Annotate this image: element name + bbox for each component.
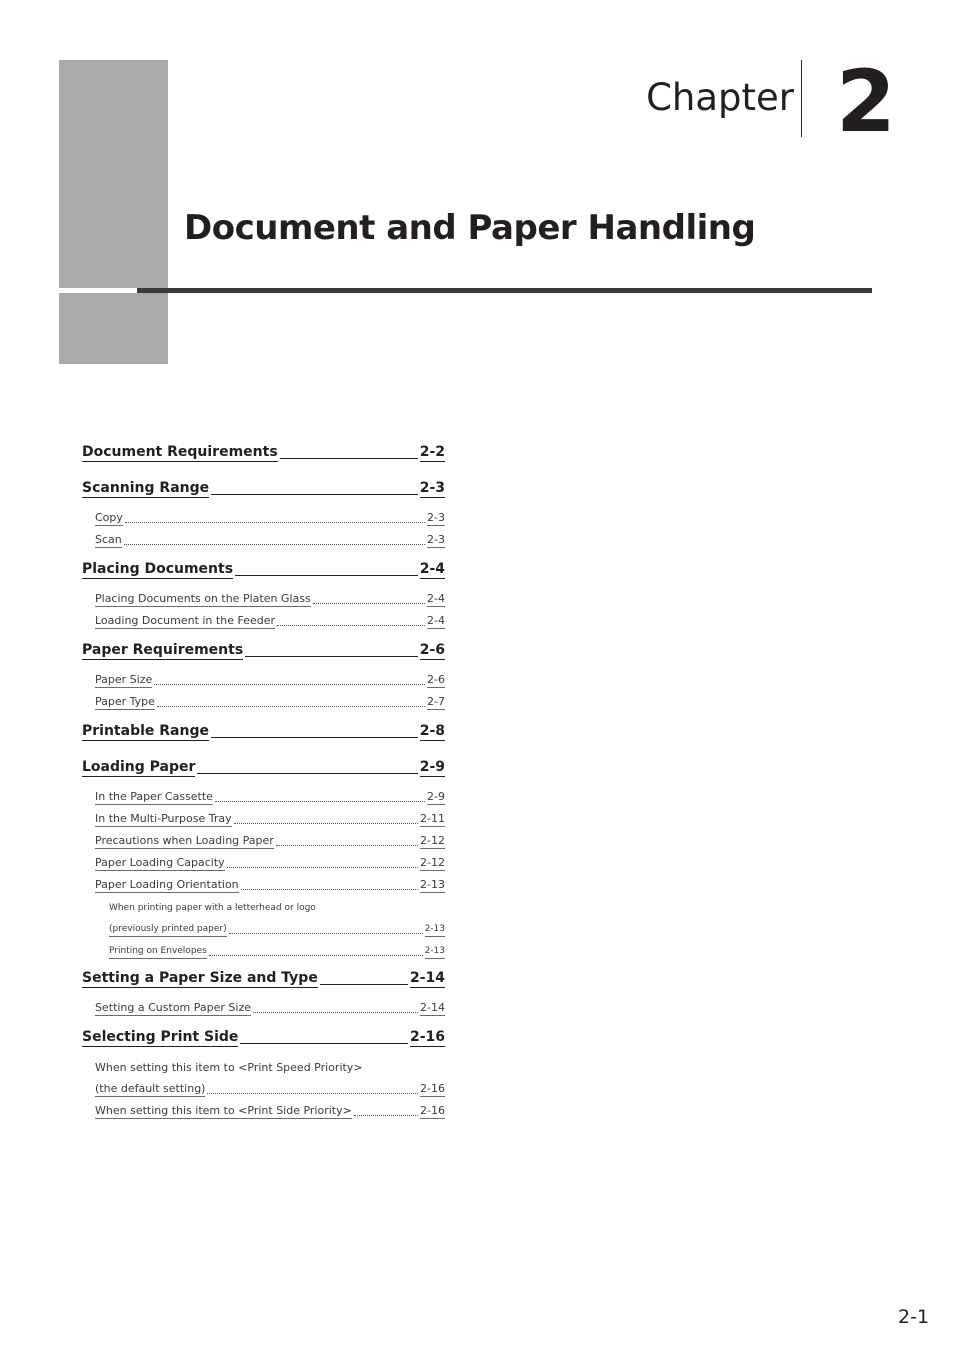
toc-subentry-multi-purpose-tray[interactable]: [82, 805, 445, 827]
toc-subentry-paper-cassette[interactable]: [82, 783, 445, 805]
toc-entry-label: Paper Requirements: [82, 642, 244, 658]
toc-leader: [320, 984, 408, 985]
toc-subentry-precautions[interactable]: [82, 827, 445, 849]
toc-leader: [215, 801, 425, 802]
chapter-divider: [801, 60, 802, 137]
page-number: 2-1: [898, 1306, 930, 1328]
toc-leader: [276, 845, 418, 846]
toc-subentry-label: Paper Loading Orientation: [95, 878, 239, 891]
toc-entry-page: 2-6: [419, 642, 445, 658]
toc-subsubentry-letterhead[interactable]: [82, 915, 445, 937]
toc-subentry-label: When setting this item to <Print Speed Priority>: [95, 1061, 363, 1074]
toc-leader: [354, 1115, 418, 1116]
toc-entry-selecting-print-side[interactable]: [82, 1025, 445, 1047]
toc-subentry-label: Loading Document in the Feeder: [95, 614, 275, 627]
toc-leader: [241, 889, 418, 890]
toc-subentry-page: 2-4: [427, 614, 445, 627]
table-of-contents: [82, 440, 445, 1119]
toc-subsubentry-label: When printing paper with a letterhead or logo: [109, 903, 316, 913]
toc-subentry-page: 2-12: [420, 856, 445, 869]
toc-leader: [277, 625, 425, 626]
toc-leader: [234, 823, 418, 824]
toc-subentry-side-priority[interactable]: [82, 1097, 445, 1119]
toc-entry-page: 2-14: [409, 970, 445, 986]
toc-entry-label: Setting a Paper Size and Type: [82, 970, 318, 986]
toc-entry-label: Document Requirements: [82, 444, 278, 460]
toc-subentry-label: (the default setting): [95, 1082, 206, 1095]
toc-leader: [209, 955, 423, 956]
toc-entry-label: Loading Paper: [82, 759, 196, 775]
toc-subentry-page: 2-3: [427, 511, 445, 524]
toc-entry-page: 2-4: [419, 561, 445, 577]
toc-subentry-page: 2-7: [427, 695, 445, 708]
toc-subentry-paper-type[interactable]: [82, 688, 445, 710]
toc-leader: [245, 656, 418, 657]
chapter-number: 2: [836, 52, 896, 152]
toc-subentry-label: Paper Type: [95, 695, 155, 708]
toc-leader: [211, 494, 418, 495]
title-rule: [137, 288, 872, 293]
toc-entry-page: 2-3: [419, 480, 445, 496]
toc-subentry-page: 2-16: [420, 1104, 445, 1117]
toc-subsubentry-envelopes[interactable]: [82, 937, 445, 959]
toc-leader: [124, 544, 425, 545]
toc-leader: [240, 1043, 408, 1044]
toc-leader: [280, 458, 418, 459]
toc-subsubentry-label: (previously printed paper): [109, 923, 227, 937]
toc-subentry-loading-capacity[interactable]: [82, 849, 445, 871]
toc-subentry-page: 2-16: [420, 1082, 445, 1095]
toc-leader: [227, 867, 418, 868]
toc-subentry-page: 2-12: [420, 834, 445, 847]
toc-leader: [211, 737, 418, 738]
toc-subentry-label: Paper Size: [95, 673, 153, 686]
toc-subentry-label: Scan: [95, 533, 122, 546]
toc-entry-page: 2-8: [419, 723, 445, 739]
toc-entry-setting-paper-size-type[interactable]: [82, 966, 445, 988]
toc-subentry-loading-orientation[interactable]: [82, 871, 445, 893]
toc-leader: [229, 933, 423, 934]
chapter-word: Chapter: [646, 76, 794, 119]
toc-leader: [157, 706, 425, 707]
toc-entry-loading-paper[interactable]: [82, 755, 445, 777]
toc-entry-printable-range[interactable]: [82, 719, 445, 741]
toc-subentry-label: Paper Loading Capacity: [95, 856, 225, 869]
toc-subentry-page: 2-9: [427, 790, 445, 803]
toc-subentry-speed-priority[interactable]: [82, 1075, 445, 1097]
toc-leader: [235, 575, 418, 576]
toc-leader: [125, 522, 425, 523]
toc-entry-label: Placing Documents: [82, 561, 234, 577]
toc-subentry-page: 2-13: [420, 878, 445, 891]
toc-subentry-page: 2-3: [427, 533, 445, 546]
toc-leader: [253, 1012, 418, 1013]
toc-subsubentry-letterhead-line1[interactable]: [82, 893, 445, 915]
toc-subsubentry-page: 2-13: [425, 923, 445, 937]
toc-subentry-copy[interactable]: [82, 504, 445, 526]
chapter-title: Document and Paper Handling: [184, 208, 756, 248]
toc-subentry-label: Setting a Custom Paper Size: [95, 1001, 251, 1014]
toc-subentry-label: In the Multi-Purpose Tray: [95, 812, 232, 825]
toc-entry-page: 2-2: [419, 444, 445, 460]
toc-subsubentry-label: Printing on Envelopes: [109, 945, 207, 959]
toc-entry-label: Selecting Print Side: [82, 1029, 239, 1045]
toc-entry-paper-requirements[interactable]: [82, 638, 445, 660]
toc-entry-page: 2-9: [419, 759, 445, 775]
toc-subentry-label: When setting this item to <Print Side Priority>: [95, 1104, 352, 1117]
toc-subentry-label: In the Paper Cassette: [95, 790, 213, 803]
toc-subentry-platen-glass[interactable]: [82, 585, 445, 607]
toc-leader: [313, 603, 425, 604]
toc-entry-label: Printable Range: [82, 723, 209, 739]
toc-leader: [197, 773, 417, 774]
toc-subsubentry-page: 2-13: [425, 945, 445, 959]
toc-subentry-label: Copy: [95, 511, 123, 524]
toc-subentry-feeder[interactable]: [82, 607, 445, 629]
toc-subentry-page: 2-14: [420, 1001, 445, 1014]
toc-subentry-paper-size[interactable]: [82, 666, 445, 688]
toc-entry-scanning-range[interactable]: [82, 476, 445, 498]
chapter-tab-block: [59, 60, 168, 288]
toc-subentry-custom-paper-size[interactable]: [82, 994, 445, 1016]
toc-subentry-label: Precautions when Loading Paper: [95, 834, 274, 847]
toc-subentry-speed-priority-line1[interactable]: [82, 1053, 445, 1075]
toc-subentry-page: 2-6: [427, 673, 445, 686]
toc-subentry-scan[interactable]: [82, 526, 445, 548]
toc-subentry-page: 2-11: [420, 812, 445, 825]
toc-entry-page: 2-16: [409, 1029, 445, 1045]
toc-subentry-label: Placing Documents on the Platen Glass: [95, 592, 311, 605]
toc-entry-label: Scanning Range: [82, 480, 210, 496]
toc-leader: [154, 684, 425, 685]
toc-entry-document-requirements[interactable]: [82, 440, 445, 462]
chapter-tab-block-lower: [59, 293, 168, 364]
toc-subentry-page: 2-4: [427, 592, 445, 605]
toc-entry-placing-documents[interactable]: [82, 557, 445, 579]
toc-leader: [207, 1093, 418, 1094]
